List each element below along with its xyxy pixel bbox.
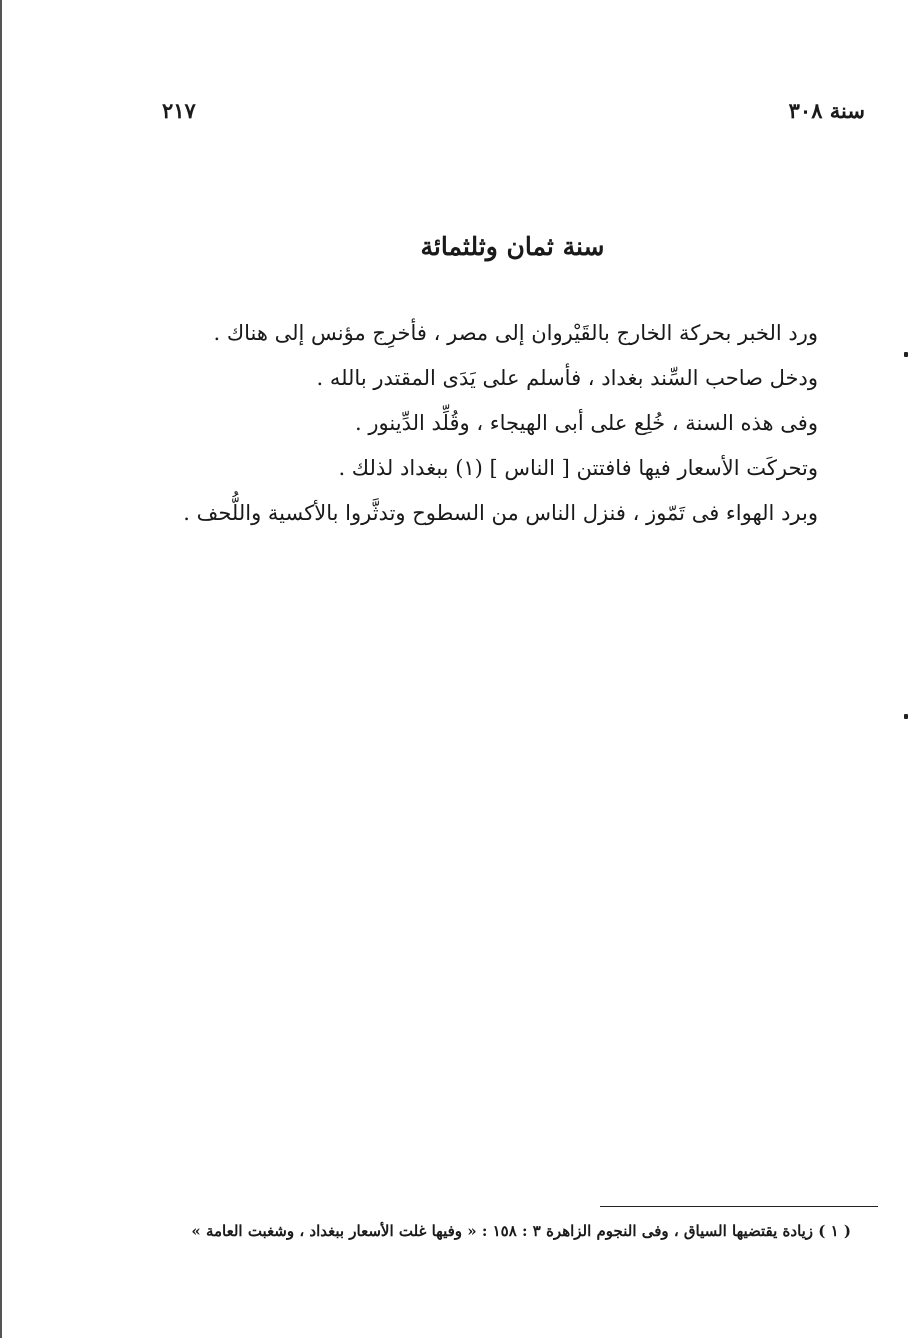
body-line: وتحركَت الأسعار فيها فافتتن [ الناس ] (١) ببغداد لذلك . — [338, 456, 818, 480]
margin-mark — [904, 714, 908, 719]
footnote-separator — [600, 1206, 878, 1207]
body-line: وفى هذه السنة ، خُلِع على أبى الهيجاء ، وقُلِّد الدِّينور . — [355, 411, 818, 435]
body-text — [183, 311, 818, 536]
body-line: وبرد الهواء فى تَمّوز ، فنزل الناس من السطوح وتدثَّروا بالأكسية واللُّحف . — [183, 501, 818, 525]
body-line: ورد الخبر بحركة الخارج بالقَيْروان إلى مصر ، فأخرِج مؤنس إلى هناك . — [213, 321, 818, 345]
chapter-title: سنة ثمان وثلثمائة — [420, 232, 605, 261]
body-line: ودخل صاحب السِّند بغداد ، فأسلم على يَدَى المقتدر بالله . — [316, 366, 818, 390]
running-title: سنة ٣٠٨ — [788, 98, 865, 123]
margin-mark — [904, 352, 908, 357]
page-edge-rule — [0, 0, 2, 1338]
page-number: ٢١٧ — [162, 98, 196, 123]
footnote: ( ١ ) زيادة يقتضيها السياق ، وفى النجوم الزاهرة ٣ : ١٥٨ : « وفيها غلت الأسعار ببغداد ، وشغبت العامة » — [191, 1222, 851, 1240]
